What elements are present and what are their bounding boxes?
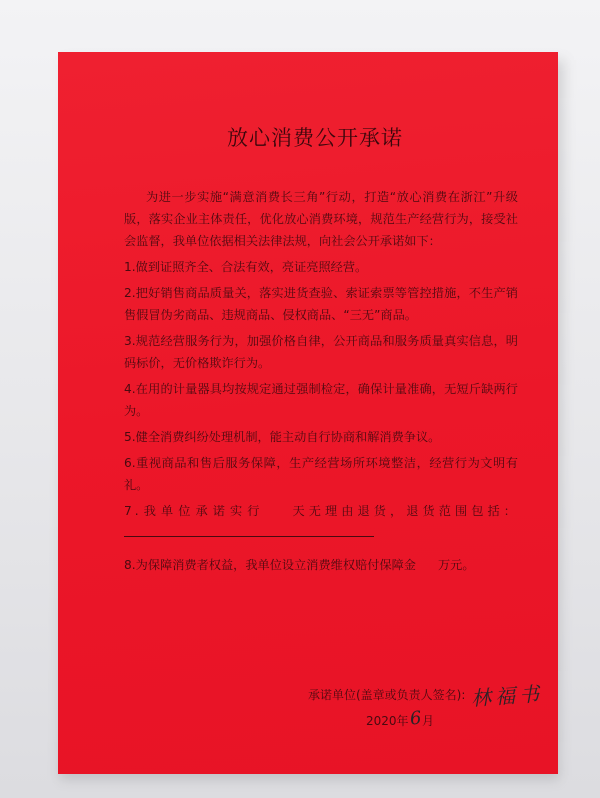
date-month-suffix: 月 xyxy=(422,714,435,728)
red-notice-sheet xyxy=(58,52,558,774)
handwritten-signature: 林福书 xyxy=(470,681,545,711)
intro-paragraph: 为进一步实施“满意消费长三角”行动，打造“放心消费在浙江”升级版，落实企业主体责任，优化放心消费环境，规范生产经营行为，接受社会监督，我单位依据相关法律法规，向社会公开承诺如下： xyxy=(124,190,518,248)
signature-row xyxy=(308,680,543,709)
promise-item-3: 3.规范经营服务行为，加强价格自律，公开商品和服务质量真实信息，明码标价，无价格欺诈行为。 xyxy=(124,334,518,370)
promise-item-1: 1.做到证照齐全、合法有效，亮证亮照经营。 xyxy=(124,260,368,274)
item7-lead: 7.我单位承诺实行 xyxy=(124,504,265,518)
return-scope-blank xyxy=(124,523,374,537)
promise-item-8 xyxy=(124,554,518,576)
date-month-handwritten: 6 xyxy=(408,707,423,730)
promise-item-2: 2.把好销售商品质量关，落实进货查验、索证索票等管控措施，不生产销售假冒伪劣商品、违规商品、侵权商品、“三无”商品。 xyxy=(124,286,518,322)
promise-item-4: 4.在用的计量器具均按规定通过强制检定，确保计量准确，无短斤缺两行为。 xyxy=(124,382,518,418)
document-title: 放心消费公开承诺 xyxy=(227,126,403,150)
date-year: 2020年 xyxy=(366,714,409,728)
sign-label: 承诺单位(盖章或负责人签名): xyxy=(308,688,466,702)
item7-tail: 天无理由退货，退货范围包括： xyxy=(290,504,518,518)
promise-item-5: 5.健全消费纠纷处理机制，能主动自行协商和解消费争议。 xyxy=(124,430,441,444)
promise-item-7 xyxy=(124,500,518,544)
date-row xyxy=(366,708,434,729)
promise-item-6: 6.重视商品和售后服务保障，生产经营场所环境整洁，经营行为文明有礼。 xyxy=(124,456,518,492)
item8-tail: 万元。 xyxy=(437,558,475,572)
item8-lead: 8.为保障消费者权益，我单位设立消费维权赔付保障金 xyxy=(124,558,416,572)
